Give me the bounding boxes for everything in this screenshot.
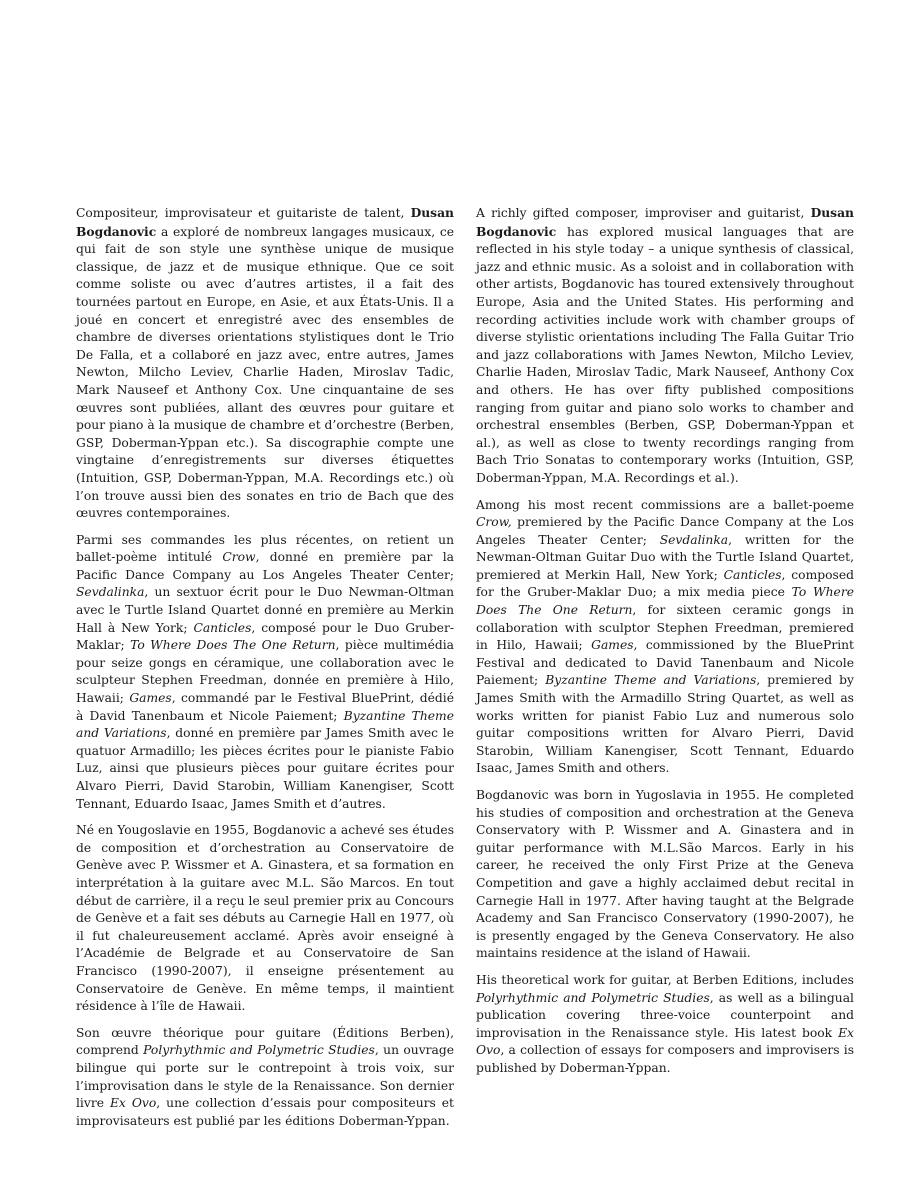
english-work-title-byzantine: Byzantine Theme and Variations (545, 673, 757, 688)
english-bio-intro: A richly gifted composer, improviser and guitarist, (476, 206, 811, 220)
english-book-title-studies: Polyrhythmic and Polymetric Studies (476, 990, 710, 1005)
english-paragraph-commissions (476, 497, 854, 779)
french-bio-body: a exploré de nombreux langages musicaux, ce qui fait de son style une synthèse unique de musique classique, de jazz et de musique ethnique. Que ce soit comme soliste ou avec d’autres artistes, il a fait des tournées partout en Europe, en Asie, et aux États-Unis. Il a joué en concert et enregistré avec des ensembles de chambre de diverses orientations stylistiques dont le Trio De Falla, et a collaboré en jazz avec, entre autres, James Newton, Milcho Leviev, Charlie Haden, Miroslav Tadic, Mark Nauseef et Anthony Cox. Une cinquantaine de ses œuvres sont publiées, allant des œuvres pour guitare et pour piano à la musique de chambre et d’orchestre (Berben, GSP, Doberman-Yppan etc.). Sa discographie compte une vingtaine d’enregistrements sur diverses étiquettes (Intuition, GSP, Doberman-Yppan, M.A. Recordings etc.) où l’on trouve aussi bien des sonates en trio de Bach que des œuvres contemporaines. (76, 224, 454, 521)
english-paragraph-theory (476, 972, 854, 1078)
english-commissions-text-5: , for sixteen ceramic gongs in collaboration with sculptor Stephen Freedman, premiered in Hilo, Hawaii; (476, 603, 854, 653)
french-work-title-games: Games (129, 691, 172, 706)
french-paragraph-bio (76, 204, 454, 523)
french-commissions-text-4: , composé pour le Duo Gruber-Maklar; (76, 620, 454, 653)
english-work-title-crow: Crow, (476, 515, 512, 530)
french-commissions-text-6: , commandé par le Festival BluePrint, dédié à David Tanenbaum et Nicole Paiement; (76, 691, 454, 723)
french-theory-text-3: , une collection d’essais pour compositeurs et improvisateurs est publié par les éditions Doberman-Yppan. (76, 1096, 454, 1128)
english-work-title-to-where: To Where Does The One Return (476, 585, 854, 618)
french-bio-name: Dusan Bogdanovic (76, 205, 454, 239)
english-column (476, 204, 854, 1087)
french-commissions-text-7: , donné en première par James Smith avec le quatuor Armadillo; les pièces écrites pour le pianiste Fabio Luz, ainsi que plusieurs pièces pour guitare écrites pour Alvaro Pierri, David Starobin, William Kanengiser, Scott Tennant, Eduardo Isaac, James Smith et d’autres. (76, 726, 454, 811)
french-commissions-text-2: , donné en première par la Pacific Dance Company au Los Angeles Theater Center; (76, 550, 454, 582)
english-paragraph-education: Bogdanovic was born in Yugoslavia in 1955. He completed his studies of composition and orchestration at the Geneva Conservatory with P. Wissmer and A. Ginastera and in guitar performance with M.L.São Marcos. Early in his career, he received the only First Prize at the Geneva Competition and gave a highly acclaimed debut recital in Carnegie Hall in 1977. After having taught at the Belgrade Academy and San Francisco Conservatory (1990-2007), he is presently engaged by the Geneva Conservatory. He also maintains residence at the island of Hawaii. (476, 788, 854, 961)
french-commissions-text-3: , un sextuor écrit pour le Duo Newman-Oltman avec le Turtle Island Quartet donné en première au Merkin Hall à New York; (76, 585, 454, 635)
english-theory-text-2: , as well as a bilingual publication covering three-voice counterpoint and improvisation in the Renaissance style. His latest book (476, 990, 854, 1040)
english-bio-name: Dusan Bogdanovic (476, 205, 854, 239)
french-column (76, 204, 454, 1139)
french-paragraph-theory (76, 1025, 454, 1131)
english-commissions-text-7: , premiered by James Smith with the Armadillo String Quartet, as well as works written for pianist Fabio Luz and numerous solo guitar compositions written for Alvaro Pierri, David Starobin, William Kanengiser, Scott Tennant, Eduardo Isaac, James Smith and others. (476, 673, 854, 776)
english-work-title-games: Games (591, 638, 634, 653)
french-paragraph-commissions (76, 532, 454, 814)
english-commissions-text-4: , composed for the Gruber-Maklar Duo; a mix media piece (476, 567, 854, 600)
english-commissions-text-3: , written for the Newman-Oltman Guitar Duo with the Turtle Island Quartet, premiered at Merkin Hall, New York; (476, 532, 855, 582)
french-work-title-canticles: Canticles (193, 620, 252, 635)
french-work-title-sevdalinka: Sevdalinka (76, 585, 145, 600)
english-commissions-text-1: Among his most recent commissions are a ballet-poeme (476, 497, 854, 512)
french-work-title-crow: Crow (222, 550, 256, 565)
french-bio-intro: Compositeur, improvisateur et guitariste de talent, (76, 206, 411, 220)
french-paragraph-education: Né en Yougoslavie en 1955, Bogdanovic a achevé ses études de composition et d’orchestration au Conservatoire de Genève avec P. Wissmer et A. Ginastera, et sa formation en interprétation à la guitare avec M.L. São Marcos. En tout début de carrière, il a reçu le seul premier prix au Concours de Genève et a fait ses débuts au Carnegie Hall en 1977, où il fut chaleureusement acclamé. Après avoir enseigné à l’Académie de Belgrade et au Conservatoire de San Francisco (1990-2007), il enseigne présentement au Conservatoire de Genève. En même temps, il maintient résidence à l’île de Hawaii. (76, 823, 454, 1014)
english-theory-text-1: His theoretical work for guitar, at Berben Editions, includes (476, 972, 854, 987)
english-book-title-ex-ovo: Ex Ovo (476, 1025, 854, 1058)
french-work-title-byzantine: Byzantine Theme and Variations (76, 708, 454, 741)
english-commissions-text-2: premiered by the Pacific Dance Company at the Los Angeles Theater Center; (476, 515, 854, 547)
english-theory-text-3: , a collection of essays for composers and improvisers is published by Doberman-Yppan. (476, 1043, 854, 1075)
english-work-title-canticles: Canticles (723, 567, 782, 582)
english-commissions-text-6: , commissioned by the BluePrint Festival and dedicated to David Tanenbaum and Nicole Paiement; (476, 638, 855, 688)
french-theory-text-1: Son œuvre théorique pour guitare (Éditions Berben), comprend (76, 1025, 454, 1058)
french-theory-text-2: , un ouvrage bilingue qui porte sur le contrepoint à trois voix, sur l’improvisation dans le style de la Renaissance. Son dernier livre (76, 1043, 455, 1111)
english-bio-body: has explored musical languages that are reflected in his style today – a unique synthesis of classical, jazz and ethnic music. As a soloist and in collaboration with other artists, Bogdanovic has toured extensively throughout Europe, Asia and the United States. His performing and recording activities include work with chamber groups of diverse stylistic orientations including The Falla Guitar Trio and jazz collaborations with James Newton, Milcho Leviev, Charlie Haden, Miroslav Tadic, Mark Nauseef, Anthony Cox and others. He has over fifty published compositions ranging from guitar and piano solo works to chamber and orchestral ensembles (Berben, GSP, Doberman-Yppan et al.), as well as close to twenty recordings ranging from Bach Trio Sonatas to contemporary works (Intuition, GSP, Doberman-Yppan, M.A. Recordings et al.). (476, 224, 854, 485)
english-work-title-sevdalinka: Sevdalinka (659, 532, 729, 547)
french-book-title-studies: Polyrhythmic and Polymetric Studies (143, 1043, 375, 1058)
french-work-title-to-where: To Where Does The One Return (130, 638, 336, 653)
french-commissions-text-5: , pièce multimédia pour seize gongs en céramique, une collaboration avec le sculpteur Stephen Freedman, donnée en première à Hilo, Hawaii; (76, 638, 454, 706)
french-book-title-ex-ovo: Ex Ovo (109, 1096, 157, 1111)
french-commissions-text-1: Parmi ses commandes les plus récentes, on retient un ballet-poème intitulé (76, 532, 454, 565)
english-paragraph-bio (476, 204, 854, 488)
